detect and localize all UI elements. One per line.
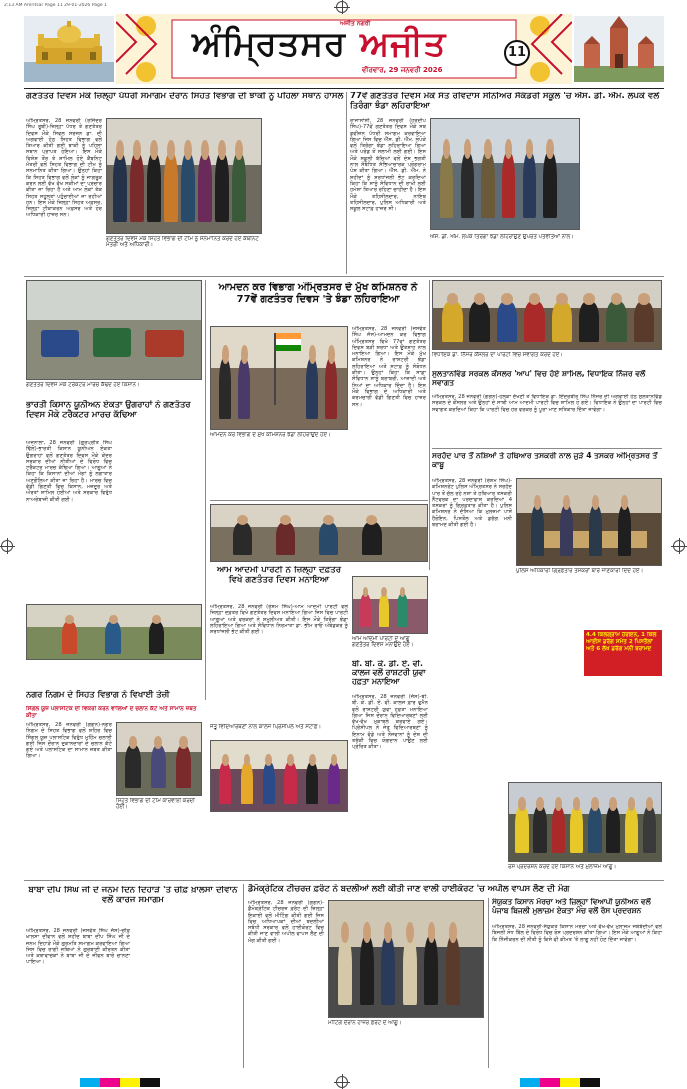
- article-7-caption: ਵਿਧਾਇਕ ਡਾ. ਨਿੱਜਰ ਕੌਂਸਲਰ ਦਾ ਪਾਰਟੀ ਵਿਚ ਸਵਾਗਤ ਕਰਦੇ ਹੋਏ।: [432, 352, 563, 358]
- article-9-photo: [116, 722, 202, 796]
- article-11-caption: ਮੀਟਿੰਗ ਦੌਰਾਨ ਹਾਜ਼ਰ ਫ਼ਰੰਟ ਦੇ ਆਗੂ।: [328, 1020, 402, 1026]
- article-3-body: ਅੰਮ੍ਰਿਤਸਰ, 28 ਜਨਵਰੀ (ਜਸਵੰਤ ਸਿੰਘ ਜੱਸ)-ਆਮਦਨ ਕਰ ਵਿਭਾਗ ਅੰਮ੍ਰਿਤਸਰ ਵਿਖੇ 77ਵਾਂ ਗਣਤੰਤਰ ਦਿਵਸ ਬੜੀ ਸ਼ਰਧਾ ਅਤੇ ਉਤਸ਼ਾਹ ਨਾਲ ਮਨਾਇਆ ਗਿਆ। ਇਸ ਮੌਕੇ ਮੁੱਖ ਕਮਿਸ਼ਨਰ ਨੇ ਰਾਸ਼ਟਰੀ ਝੰਡਾ ਲਹਿਰਾਇਆ ਅਤੇ ਸਟਾਫ਼ ਨੂੰ ਸੰਬੋਧਨ ਕੀਤਾ। ਉਨ੍ਹਾਂ ਕਿਹਾ ਕਿ ਸਾਡਾ ਸੰਵਿਧਾਨ ਸਾਨੂੰ ਬਰਾਬਰੀ, ਆਜ਼ਾਦੀ ਅਤੇ ਨਿਆਂ ਦਾ ਅਧਿਕਾਰ ਦਿੰਦਾ ਹੈ। ਇਸ ਮੌਕੇ ਵਿਭਾਗ ਦੇ ਅਧਿਕਾਰੀ ਅਤੇ ਕਰਮਚਾਰੀ ਵੱਡੀ ਗਿਣਤੀ ਵਿਚ ਹਾਜ਼ਰ ਸਨ।: [352, 326, 426, 408]
- article-4-body-right: [116, 440, 202, 600]
- article-3-photo: [210, 326, 348, 430]
- masthead: [24, 14, 664, 84]
- rule-2: [432, 448, 662, 449]
- page-number: 11: [507, 45, 527, 60]
- column-rule-center-2: [429, 280, 430, 570]
- article-6-headline: ਬੀ. ਬੀ. ਕੇ. ਡੀ. ਏ. ਵੀ. ਕਾਲਜ ਵਲੋਂ ਰਾਸ਼ਟਰੀ ਯੁਵਾ ਹਫ਼ਤਾ ਮਨਾਇਆ: [352, 660, 426, 686]
- article-1-caption: ਗਣਤੰਤਰ ਦਿਵਸ ਮੌਕੇ ਸਿਹਤ ਵਿਭਾਗ ਦੀ ਟੀਮ ਨੂੰ ਸਨਮਾਨਿਤ ਕਰਦੇ ਹੋਏ ਕੈਬਨਿਟ ਮੰਤਰੀ ਅਤੇ ਅਧਿਕਾਰੀ।: [106, 236, 259, 249]
- article-1-photo: [106, 118, 262, 234]
- article-10-body-right: [134, 928, 240, 1066]
- color-bar-black-2: [580, 1078, 600, 1087]
- page-number-badge: [504, 40, 530, 66]
- article-11-body-2: [328, 1034, 484, 1066]
- article-12-headline: ਸੰਯੁਕਤ ਕਿਸਾਨ ਮੋਰਚਾ ਅਤੇ ਜ਼ਿਲ੍ਹਾ ਵਿਆਪੀ ਯੂਨੀਅਨ ਵਲੋਂ ਪੰਜਾਬ ਬਿਜਲੀ ਮੁਲਾਜ਼ਮ ਏਕਤਾ ਮੰਚ ਵਲੋਂ ਰੋਸ ਪ੍ਰਦਰਸ਼ਨ: [492, 898, 651, 915]
- registration-mark-top: [336, 1, 348, 13]
- color-bar-yellow: [120, 1078, 140, 1087]
- article-2-headline: 77ਵੇਂ ਗਣਤੰਤਰ ਦਿਵਸ ਮੌਕੇ ਸੰਤ ਰਵਿਦਾਸ ਸੀਨੀਅਰ ਸੈਕੰਡਰੀ ਸਕੂਲ 'ਚ ਐੱਸ. ਡੀ. ਐੱਮ. ਲੋਪੋਕੇ ਵਲੋਂ ਤਿਰੰਗਾ ਝੰਡਾ ਲਹਿਰਾਇਆ: [350, 92, 660, 111]
- color-bar-magenta-2: [540, 1078, 560, 1087]
- article-2-photo: [430, 118, 580, 230]
- print-slug: 2:13 AM Amritsar Page 11 29-01-2026 Page 1: [4, 3, 107, 8]
- rule-3: [210, 500, 428, 501]
- article-1-body-right: [266, 118, 344, 268]
- article-11-body: ਅੰਮ੍ਰਿਤਸਰ, 28 ਜਨਵਰੀ (ਗਗਨ)-ਡੈਮੋਕ੍ਰੇਟਿਕ ਟੀਚਰਜ਼ ਫ਼ਰੰਟ ਦੀ ਜ਼ਿਲ੍ਹਾ ਇਕਾਈ ਵਲੋਂ ਮੀਟਿੰਗ ਕੀਤੀ ਗਈ ਜਿਸ ਵਿਚ ਅਧਿਆਪਕਾਂ ਦੀਆਂ ਬਦਲੀਆਂ ਸਬੰਧੀ ਸਰਕਾਰ ਵਲੋਂ ਹਾਈਕੋਰਟ ਵਿਚ ਕੀਤੀ ਜਾਣ ਵਾਲੀ ਅਪੀਲ ਵਾਪਸ ਲੈਣ ਦੀ ਮੰਗ ਕੀਤੀ ਗਈ।: [248, 900, 324, 944]
- article-8-caption: ਪੁਲਿਸ ਅਧਿਕਾਰੀ ਗ੍ਰਿਫ਼ਤਾਰ ਤਸਕਰਾਂ ਬਾਰੇ ਜਾਣਕਾਰੀ ਦਿੰਦੇ ਹੋਏ।: [516, 568, 644, 574]
- article-1-body: ਅੰਮ੍ਰਿਤਸਰ, 28 ਜਨਵਰੀ (ਰਜਿੰਦਰ ਸਿੰਘ ਰੂਬੀ)-ਜ਼ਿਲ੍ਹਾ ਪੱਧਰ ਤੇ ਗਣਤੰਤਰ ਦਿਵਸ ਮੌਕੇ ਸਿਵਲ ਸਰਜਨ ਡਾ. ਦੀ ਅਗਵਾਈ ਹੇਠ ਸਿਹਤ ਵਿਭਾਗ ਵਲੋਂ ਤਿਆਰ ਕੀਤੀ ਗਈ ਝਾਕੀ ਨੂੰ ਪਹਿਲਾ ਸਥਾਨ ਪ੍ਰਾਪਤ ਹੋਇਆ। ਇਸ ਮੌਕੇ ਵਿਸ਼ੇਸ਼ ਤੌਰ ਤੇ ਸ਼ਾਮਿਲ ਹੋਏ ਕੈਬਨਿਟ ਮੰਤਰੀ ਵਲੋਂ ਸਿਹਤ ਵਿਭਾਗ ਦੀ ਟੀਮ ਨੂੰ ਸਨਮਾਨਿਤ ਕੀਤਾ ਗਿਆ। ਉਨ੍ਹਾਂ ਕਿਹਾ ਕਿ ਸਿਹਤ ਵਿਭਾਗ ਵਲੋਂ ਲੋਕਾਂ ਨੂੰ ਜਾਗਰੂਕ ਕਰਨ ਲਈ ਵੱਖ ਵੱਖ ਸਕੀਮਾਂ ਦਾ ਪ੍ਰਚਾਰ ਕੀਤਾ ਜਾ ਰਿਹਾ ਹੈ ਅਤੇ ਆਮ ਲੋਕਾਂ ਤੱਕ ਸਿਹਤ ਸਹੂਲਤਾਂ ਪਹੁੰਚਾਈਆਂ ਜਾ ਰਹੀਆਂ ਹਨ। ਇਸ ਮੌਕੇ ਜ਼ਿਲ੍ਹਾ ਸਿਹਤ ਅਫ਼ਸਰ, ਜ਼ਿਲ੍ਹਾ ਟੀਕਾਕਰਨ ਅਫ਼ਸਰ ਅਤੇ ਹੋਰ ਅਧਿਕਾਰੀ ਹਾਜ਼ਰ ਸਨ।: [26, 118, 102, 219]
- article-2-body-right: [584, 118, 662, 268]
- article-8-body: ਅੰਮ੍ਰਿਤਸਰ, 28 ਜਨਵਰੀ (ਰੇਸ਼ਮ ਸਿੰਘ)-ਕਮਿਸ਼ਨਰੇਟ ਪੁਲਿਸ ਅੰਮ੍ਰਿਤਸਰ ਨੇ ਸਰਹੱਦ ਪਾਰ ਤੋਂ ਚੱਲ ਰਹੇ ਨਸ਼ਾ ਤੇ ਹਥਿਆਰ ਤਸਕਰੀ ਨੈੱਟਵਰਕ ਦਾ ਪਰਦਾਫਾਸ਼ ਕਰਦਿਆਂ 4 ਤਸਕਰਾਂ ਨੂੰ ਗ੍ਰਿਫ਼ਤਾਰ ਕੀਤਾ ਹੈ। ਪੁਲਿਸ ਕਮਿਸ਼ਨਰ ਨੇ ਦੱਸਿਆ ਕਿ ਮੁਲਜ਼ਮਾਂ ਪਾਸੋਂ ਹੈਰੋਇਨ, ਪਿਸਤੌਲ ਅਤੇ ਡਰੱਗ ਮਨੀ ਬਰਾਮਦ ਕੀਤੀ ਗਈ ਹੈ।: [432, 478, 512, 529]
- article-9-subhead: ਸਿੰਗਲ ਯੂਜ਼ ਪਲਾਸਟਿਕ ਦੀ ਵਿਕਰੀ ਕਰਨ ਵਾਲਿਆਂ ਦੇ ਚਲਾਨ ਕੱਟੇ ਅਤੇ ਸਾਮਾਨ ਜ਼ਬਤ ਕੀਤਾ: [26, 706, 197, 719]
- rule-4: [24, 880, 664, 881]
- article-8-headline: ਸਰਹੱਦ ਪਾਰ ਤੋਂ ਨਸ਼ਿਆਂ ਤੇ ਹਥਿਆਰ ਤਸਕਰੀ ਨਾਲ ਜੁੜੇ 4 ਤਸਕਰ ਅੰਮ੍ਰਿਤਸਰ ਤੋਂ ਕਾਬੂ: [432, 452, 658, 469]
- article-5-photo-top: [210, 504, 428, 562]
- heritage-building-illustration: [574, 16, 664, 82]
- golden-temple-illustration: [24, 16, 114, 82]
- article-10-body: ਅੰਮ੍ਰਿਤਸਰ, 28 ਜਨਵਰੀ (ਜਸਵੰਤ ਸਿੰਘ ਜੱਸ)-ਚੀਫ਼ ਖ਼ਾਲਸਾ ਦੀਵਾਨ ਵਲੋਂ ਸ਼ਹੀਦ ਬਾਬਾ ਦੀਪ ਸਿੰਘ ਜੀ ਦੇ ਜਨਮ ਦਿਹਾੜੇ ਮੌਕੇ ਗੁਰਮਤਿ ਸਮਾਗਮ ਕਰਵਾਇਆ ਗਿਆ ਜਿਸ ਵਿਚ ਰਾਗੀ ਜਥਿਆਂ ਨੇ ਗੁਰਬਾਣੀ ਕੀਰਤਨ ਕੀਤਾ ਅਤੇ ਕਥਾਵਾਚਕਾਂ ਨੇ ਬਾਬਾ ਜੀ ਦੇ ਜੀਵਨ ਬਾਰੇ ਚਾਨਣਾ ਪਾਇਆ।: [26, 928, 130, 966]
- article-6-caption: ਜੇਤੂ ਵਿਦਿਆਰਥਣਾਂ ਨਾਲ ਕਾਲਜ ਪ੍ਰਿੰਸੀਪਲ ਅਤੇ ਸਟਾਫ਼।: [210, 724, 321, 730]
- column-rule-center: [346, 92, 347, 274]
- article-3-body-2: [210, 448, 348, 496]
- article-4-photo: [26, 280, 202, 380]
- masthead-rule: [24, 88, 664, 89]
- masthead-date: ਵੀਰਵਾਰ, 29 ਜਨਵਰੀ 2026: [362, 66, 443, 74]
- article-4-body: ਅਜਨਾਲਾ, 28 ਜਨਵਰੀ (ਗੁਰਪ੍ਰੀਤ ਸਿੰਘ ਢਿੱਲੋਂ)-ਭਾਰਤੀ ਕਿਸਾਨ ਯੂਨੀਅਨ ਏਕਤਾ ਉਗਰਾਹਾਂ ਵਲੋਂ ਗਣਤੰਤਰ ਦਿਵਸ ਮੌਕੇ ਕੇਂਦਰ ਸਰਕਾਰ ਦੀਆਂ ਨੀਤੀਆਂ ਦੇ ਵਿਰੋਧ ਵਿਚ ਟਰੈਕਟਰ ਮਾਰਚ ਕੱਢਿਆ ਗਿਆ। ਆਗੂਆਂ ਨੇ ਕਿਹਾ ਕਿ ਕਿਸਾਨਾਂ ਦੀਆਂ ਮੰਗਾਂ ਨੂੰ ਲਗਾਤਾਰ ਅਣਗੌਲਿਆ ਕੀਤਾ ਜਾ ਰਿਹਾ ਹੈ। ਮਾਰਚ ਵਿਚ ਵੱਡੀ ਗਿਣਤੀ ਵਿਚ ਕਿਸਾਨ, ਮਜ਼ਦੂਰ ਅਤੇ ਔਰਤਾਂ ਸ਼ਾਮਿਲ ਹੋਈਆਂ ਅਤੇ ਸਰਕਾਰ ਵਿਰੁੱਧ ਨਾਅਰੇਬਾਜ਼ੀ ਕੀਤੀ ਗਈ।: [26, 440, 112, 503]
- article-12-photo: [508, 782, 662, 862]
- article-11-headline: ਡੈਮੋਕ੍ਰੇਟਿਕ ਟੀਚਰਜ਼ ਫ਼ਰੰਟ ਨੇ ਬਦਲੀਆਂ ਲਈ ਕੀਤੀ ਜਾਣ ਵਾਲੀ ਹਾਈਕੋਰਟ 'ਚ ਅਪੀਲ ਵਾਪਸ ਲੈਣ ਦੀ ਮੰਗ: [248, 884, 570, 893]
- article-12-body: ਅੰਮ੍ਰਿਤਸਰ, 28 ਜਨਵਰੀ-ਸੰਯੁਕਤ ਕਿਸਾਨ ਮੋਰਚਾ ਅਤੇ ਵੱਖ-ਵੱਖ ਮੁਲਾਜ਼ਮ ਜਥੇਬੰਦੀਆਂ ਵਲੋਂ ਬਿਜਲੀ ਸੋਧ ਬਿੱਲ ਦੇ ਵਿਰੋਧ ਵਿਚ ਰੋਸ ਪ੍ਰਦਰਸ਼ਨ ਕੀਤਾ ਗਿਆ। ਇਸ ਮੌਕੇ ਆਗੂਆਂ ਨੇ ਕਿਹਾ ਕਿ ਨਿੱਜੀਕਰਨ ਦੀ ਨੀਤੀ ਨੂੰ ਕਿਸੇ ਵੀ ਕੀਮਤ 'ਤੇ ਲਾਗੂ ਨਹੀਂ ਹੋਣ ਦਿੱਤਾ ਜਾਵੇਗਾ।: [492, 924, 662, 943]
- article-11-photo: [328, 900, 484, 1018]
- color-bar-magenta: [100, 1078, 120, 1087]
- article-8-highlight-text: 4.4 ਕਿਲੋਗ੍ਰਾਮ ਹੈਰੋਇਨ, 1 ਕਿਲੋ ਆਈਸ ਡਰੱਗ ਸਮੇਤ 2 ਪਿਸਤੌਲਾਂ ਅਤੇ 6 ਲੱਖ ਡਰੱਗ ਮਨੀ ਬਰਾਮਦ: [586, 632, 657, 652]
- article-8-body-3: [584, 680, 662, 774]
- column-rule-bottom-2: [488, 898, 489, 1068]
- article-2-caption: ਐੱਸ. ਡੀ. ਐੱਮ. ਲੋਪੋਕੇ ਤਿਰੰਗਾ ਝੰਡਾ ਲਹਿਰਾਉਣ ਉਪਰੰਤ ਪਤਵੰਤਿਆਂ ਨਾਲ।: [430, 234, 574, 240]
- masthead-title-right: ਅਜੀਤ: [360, 24, 447, 64]
- article-4-photo-2: [26, 604, 202, 660]
- article-8-photo: [516, 478, 662, 566]
- article-10-headline: ਬਾਬਾ ਦੀਪ ਸਿੰਘ ਜੀ ਦੇ ਜਨਮ ਦਿਨ ਦਿਹਾੜੇ 'ਤੇ ਚੀਫ਼ ਖ਼ਾਲਸਾ ਦੀਵਾਨ ਵਲੋਂ ਕਾਰਜ ਸਮਾਗਮ: [28, 886, 238, 905]
- color-bar-black: [140, 1078, 160, 1087]
- article-4-headline: ਭਾਰਤੀ ਕਿਸਾਨ ਯੂਨੀਅਨ ਏਕਤਾ ਉਗਰਾਹਾਂ ਨੇ ਗਣਤੰਤਰ ਦਿਵਸ ਮੌਕੇ ਟਰੈਕਟਰ ਮਾਰਚ ਕੱਢਿਆ: [26, 400, 191, 419]
- article-5-headline: ਆਮ ਆਦਮੀ ਪਾਰਟੀ ਨੇ ਜ਼ਿਲ੍ਹਾ ਦਫ਼ਤਰ ਵਿਖੇ ਗਣਤੰਤਰ ਦਿਵਸ ਮਨਾਇਆ: [216, 566, 342, 585]
- column-rule-left: [205, 280, 206, 700]
- registration-mark-bottom: [336, 1076, 348, 1088]
- article-5-caption: ਆਮ ਆਦਮੀ ਪਾਰਟੀ ਦੇ ਆਗੂ ਗਣਤੰਤਰ ਦਿਵਸ ਮਨਾਉਂਦੇ ਹੋਏ।: [352, 636, 414, 649]
- article-9-headline: ਨਗਰ ਨਿਗਮ ਦੇ ਸਿਹਤ ਵਿਭਾਗ ਨੇ ਵਿਖਾਈ ਤੇਜ਼ੀ: [26, 690, 170, 699]
- article-1-headline: ਗਣਤੰਤਰ ਦਿਵਸ ਮੌਕੇ ਜ਼ਿਲ੍ਹਾ ਪੱਧਰੀ ਸਮਾਗਮ ਦੌਰਾਨ ਸਿਹਤ ਵਿਭਾਗ ਦੀ ਝਾਕੀ ਨੂੰ ਪਹਿਲਾ ਸਥਾਨ ਹਾਸਲ: [26, 92, 344, 101]
- article-7-photo: [432, 280, 662, 350]
- registration-mark-right: [673, 540, 685, 552]
- article-3-caption: ਆਮਦਨ ਕਰ ਵਿਭਾਗ ਦੇ ਮੁੱਖ ਕਮਿਸ਼ਨਰ ਝੰਡਾ ਲਹਿਰਾਉਂਦੇ ਹੋਏ।: [210, 432, 331, 438]
- article-6-photo: [210, 740, 348, 812]
- article-8-highlight-box: [584, 630, 662, 676]
- rule-1: [24, 276, 664, 277]
- article-12-caption: ਰੋਸ ਪ੍ਰਦਰਸ਼ਨ ਕਰਦੇ ਹੋਏ ਕਿਸਾਨ ਅਤੇ ਮੁਲਾਜ਼ਮ ਆਗੂ।: [508, 864, 617, 870]
- color-bar-cyan: [80, 1078, 100, 1087]
- article-9-caption: ਸਿਹਤ ਵਿਭਾਗ ਦੀ ਟੀਮ ਕਾਰਵਾਈ ਕਰਦੀ ਹੋਈ।: [116, 798, 195, 811]
- color-bar-cyan-2: [520, 1078, 540, 1087]
- article-5-photo: [352, 576, 428, 634]
- article-4-caption: ਗਣਤੰਤਰ ਦਿਵਸ ਮੌਕੇ ਟਰੈਕਟਰ ਮਾਰਚ ਕੱਢਦੇ ਹੋਏ ਕਿਸਾਨ।: [26, 382, 140, 388]
- article-7-body: ਅੰਮ੍ਰਿਤਸਰ, 28 ਜਨਵਰੀ (ਗਗਨ)-ਹਲਕਾ ਦੱਖਣੀ ਤੋਂ ਵਿਧਾਇਕ ਡਾ. ਇੰਦਰਬੀਰ ਸਿੰਘ ਨਿੱਜਰ ਦੀ ਅਗਵਾਈ ਹੇਠ ਸੁਲਤਾਨਵਿੰਡ ਸਰਕਲ ਦੇ ਕੌਂਸਲਰ ਅਤੇ ਉਨ੍ਹਾਂ ਦੇ ਸਾਥੀ ਆਮ ਆਦਮੀ ਪਾਰਟੀ ਵਿਚ ਸ਼ਾਮਿਲ ਹੋ ਗਏ। ਵਿਧਾਇਕ ਨੇ ਉਨ੍ਹਾਂ ਦਾ ਪਾਰਟੀ ਵਿਚ ਸਵਾਗਤ ਕਰਦਿਆਂ ਕਿਹਾ ਕਿ ਪਾਰਟੀ ਵਿਚ ਹਰ ਵਰਕਰ ਨੂੰ ਪੂਰਾ ਮਾਣ ਸਤਿਕਾਰ ਦਿੱਤਾ ਜਾਵੇਗਾ।: [432, 394, 662, 413]
- color-bar-yellow-2: [560, 1078, 580, 1087]
- masthead-title-left: ਅੰਮ੍ਰਿਤਸਰ: [192, 24, 347, 64]
- article-2-body: ਰਾਜਾਸਾਂਸੀ, 28 ਜਨਵਰੀ (ਹਰਦੀਪ ਸਿੰਘ)-77ਵੇਂ ਗਣਤੰਤਰ ਦਿਵਸ ਮੌਕੇ ਸਬ ਡਵੀਜ਼ਨ ਪੱਧਰੀ ਸਮਾਗਮ ਕਰਵਾਇਆ ਗਿਆ ਜਿਸ ਵਿਚ ਐੱਸ. ਡੀ. ਐੱਮ. ਲੋਪੋਕੇ ਵਲੋਂ ਤਿਰੰਗਾ ਝੰਡਾ ਲਹਿਰਾਇਆ ਗਿਆ ਅਤੇ ਪਰੇਡ ਤੋਂ ਸਲਾਮੀ ਲਈ ਗਈ। ਇਸ ਮੌਕੇ ਸਕੂਲੀ ਬੱਚਿਆਂ ਵਲੋਂ ਦੇਸ਼ ਭਗਤੀ ਨਾਲ ਸੰਬੰਧਿਤ ਸੱਭਿਆਚਾਰਕ ਪ੍ਰੋਗਰਾਮ ਪੇਸ਼ ਕੀਤਾ ਗਿਆ। ਐੱਸ. ਡੀ. ਐੱਮ. ਨੇ ਸ਼ਹੀਦਾਂ ਨੂੰ ਸ਼ਰਧਾਂਜਲੀ ਭੇਟ ਕਰਦਿਆਂ ਕਿਹਾ ਕਿ ਸਾਨੂੰ ਸੰਵਿਧਾਨ ਦੀ ਰਾਖੀ ਲਈ ਹਮੇਸ਼ਾ ਤਿਆਰ ਰਹਿਣਾ ਚਾਹੀਦਾ ਹੈ। ਇਸ ਮੌਕੇ ਤਹਿਸੀਲਦਾਰ, ਨਾਇਬ ਤਹਿਸੀਲਦਾਰ, ਪੁਲਿਸ ਅਧਿਕਾਰੀ ਅਤੇ ਸਕੂਲ ਸਟਾਫ਼ ਹਾਜ਼ਰ ਸੀ।: [350, 118, 426, 213]
- registration-mark-left: [1, 540, 13, 552]
- article-9-body: ਅੰਮ੍ਰਿਤਸਰ, 28 ਜਨਵਰੀ (ਗਗਨ)-ਨਗਰ ਨਿਗਮ ਦੇ ਸਿਹਤ ਵਿਭਾਗ ਵਲੋਂ ਸ਼ਹਿਰ ਵਿਚ ਸਿੰਗਲ ਯੂਜ਼ ਪਲਾਸਟਿਕ ਵਿਰੁੱਧ ਮੁਹਿੰਮ ਚਲਾਈ ਗਈ ਜਿਸ ਦੌਰਾਨ ਦੁਕਾਨਦਾਰਾਂ ਦੇ ਚਲਾਨ ਕੱਟੇ ਗਏ ਅਤੇ ਪਲਾਸਟਿਕ ਦਾ ਸਾਮਾਨ ਜ਼ਬਤ ਕੀਤਾ ਗਿਆ।: [26, 722, 112, 760]
- masthead-brand-small: ਅਜੀਤ ਨਗਰੀ: [340, 20, 371, 27]
- article-3-headline: ਆਮਦਨ ਕਰ ਵਿਭਾਗ ਅੰਮ੍ਰਿਤਸਰ ਦੇ ਮੁੱਖ ਕਮਿਸ਼ਨਰ ਨੇ 77ਵੇਂ ਗਣਤੰਤਰ ਦਿਵਸ 'ਤੇ ਝੰਡਾ ਲਹਿਰਾਇਆ: [218, 282, 418, 305]
- column-rule-bottom-1: [243, 884, 244, 1068]
- article-7-headline: ਸੁਲਤਾਨਵਿੰਡ ਸਰਕਲ ਕੌਂਸਲਰ 'ਆਪ' ਵਿਚ ਹੋਏ ਸ਼ਾਮਿਲ, ਵਿਧਾਇਕ ਨਿੱਜਰ ਵਲੋਂ ਸਵਾਗਤ: [432, 370, 646, 387]
- article-6-body: ਅੰਮ੍ਰਿਤਸਰ, 28 ਜਨਵਰੀ (ਜੱਸ)-ਬੀ. ਬੀ. ਕੇ. ਡੀ. ਏ. ਵੀ. ਕਾਲਜ ਫ਼ਾਰ ਵੁਮੈਨ ਵਲੋਂ ਰਾਸ਼ਟਰੀ ਯੁਵਾ ਹਫ਼ਤਾ ਮਨਾਇਆ ਗਿਆ ਜਿਸ ਦੌਰਾਨ ਵਿਦਿਆਰਥਣਾਂ ਲਈ ਵੱਖ-ਵੱਖ ਮੁਕਾਬਲੇ ਕਰਵਾਏ ਗਏ। ਪ੍ਰਿੰਸੀਪਲ ਨੇ ਜੇਤੂ ਵਿਦਿਆਰਥਣਾਂ ਨੂੰ ਇਨਾਮ ਵੰਡੇ ਅਤੇ ਨੌਜਵਾਨਾਂ ਨੂੰ ਦੇਸ਼ ਦੀ ਤਰੱਕੀ ਵਿਚ ਯੋਗਦਾਨ ਪਾਉਣ ਲਈ ਪ੍ਰੇਰਿਤ ਕੀਤਾ।: [352, 694, 428, 751]
- article-5-body: ਅੰਮ੍ਰਿਤਸਰ, 28 ਜਨਵਰੀ (ਰੇਸ਼ਮ ਸਿੰਘ)-ਆਮ ਆਦਮੀ ਪਾਰਟੀ ਵਲੋਂ ਜ਼ਿਲ੍ਹਾ ਦਫ਼ਤਰ ਵਿਖੇ ਗਣਤੰਤਰ ਦਿਵਸ ਮਨਾਇਆ ਗਿਆ ਜਿਸ ਵਿਚ ਪਾਰਟੀ ਆਗੂਆਂ ਅਤੇ ਵਰਕਰਾਂ ਨੇ ਸ਼ਮੂਲੀਅਤ ਕੀਤੀ। ਇਸ ਮੌਕੇ ਤਿਰੰਗਾ ਝੰਡਾ ਲਹਿਰਾਇਆ ਗਿਆ ਅਤੇ ਸੰਵਿਧਾਨ ਨਿਰਮਾਤਾ ਡਾ. ਭੀਮ ਰਾਓ ਅੰਬੇਡਕਰ ਨੂੰ ਸ਼ਰਧਾਂਜਲੀ ਭੇਟ ਕੀਤੀ ਗਈ।: [210, 604, 348, 636]
- article-8-body-2: [432, 584, 582, 774]
